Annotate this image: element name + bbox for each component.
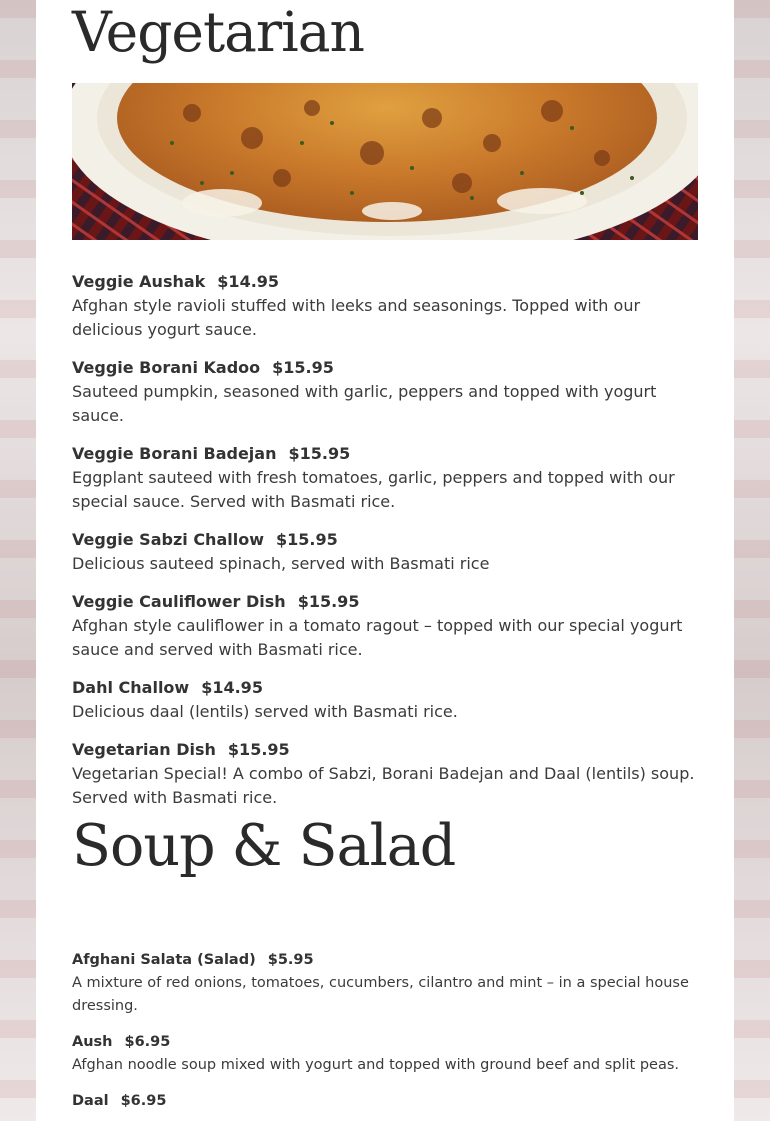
item-price: $5.95	[267, 952, 314, 968]
menu-item	[72, 676, 698, 724]
menu-item	[72, 738, 698, 810]
menu-page	[36, 0, 734, 1121]
section-title-soup-salad: Soup & Salad	[72, 813, 456, 879]
item-name: Veggie Sabzi Challow	[72, 530, 264, 549]
item-description: Eggplant sauteed with fresh tomatoes, garlic, peppers and topped with our special sauce. Served with Basmati rice.	[72, 468, 675, 511]
item-description: Afghan style ravioli stuffed with leeks and seasonings. Topped with our delicious yogurt sauce.	[72, 296, 641, 339]
item-description: Afghan style cauliflower in a tomato ragout – topped with our special yogurt sauce and served with Basmati rice.	[72, 616, 683, 659]
menu-item	[72, 270, 698, 342]
background-right	[734, 0, 770, 1121]
menu-item	[72, 590, 698, 662]
section-title-vegetarian: Vegetarian	[72, 0, 364, 64]
item-name: Daal	[72, 1093, 109, 1109]
menu-item	[72, 1030, 698, 1077]
item-description: Afghan noodle soup mixed with yogurt and topped with ground beef and split peas.	[72, 1057, 680, 1073]
menu-item	[72, 528, 698, 576]
menu-item	[72, 1089, 698, 1113]
item-description: Delicious sauteed spinach, served with Basmati rice	[72, 554, 490, 573]
item-price: $15.95	[297, 592, 360, 611]
item-name: Veggie Cauliflower Dish	[72, 592, 286, 611]
item-price: $6.95	[120, 1093, 167, 1109]
item-price: $15.95	[227, 740, 290, 759]
menu-item	[72, 948, 698, 1018]
item-description: Delicious daal (lentils) served with Basmati rice.	[72, 702, 458, 721]
item-name: Vegetarian Dish	[72, 740, 216, 759]
item-name: Veggie Aushak	[72, 272, 206, 291]
item-description: Sauteed pumpkin, seasoned with garlic, peppers and topped with yogurt sauce.	[72, 382, 657, 425]
vegetarian-menu-list	[72, 270, 698, 824]
item-name: Dahl Challow	[72, 678, 190, 697]
soup-salad-menu-list	[72, 948, 698, 1121]
food-photo	[72, 83, 698, 240]
menu-item	[72, 356, 698, 428]
item-price: $15.95	[288, 444, 351, 463]
item-description: A mixture of red onions, tomatoes, cucumbers, cilantro and mint – in a special house dressing.	[72, 975, 689, 1014]
item-description: Vegetarian Special! A combo of Sabzi, Borani Badejan and Daal (lentils) soup. Served with Basmati rice.	[72, 764, 695, 807]
item-price: $6.95	[124, 1034, 171, 1050]
item-name: Afghani Salata (Salad)	[72, 952, 256, 968]
item-price: $15.95	[275, 530, 338, 549]
item-price: $15.95	[272, 358, 334, 377]
menu-item	[72, 442, 698, 514]
item-name: Aush	[72, 1034, 113, 1050]
item-price: $14.95	[217, 272, 280, 291]
item-price: $14.95	[201, 678, 263, 697]
background-left	[0, 0, 36, 1121]
item-name: Veggie Borani Badejan	[72, 444, 277, 463]
item-name: Veggie Borani Kadoo	[72, 358, 261, 377]
